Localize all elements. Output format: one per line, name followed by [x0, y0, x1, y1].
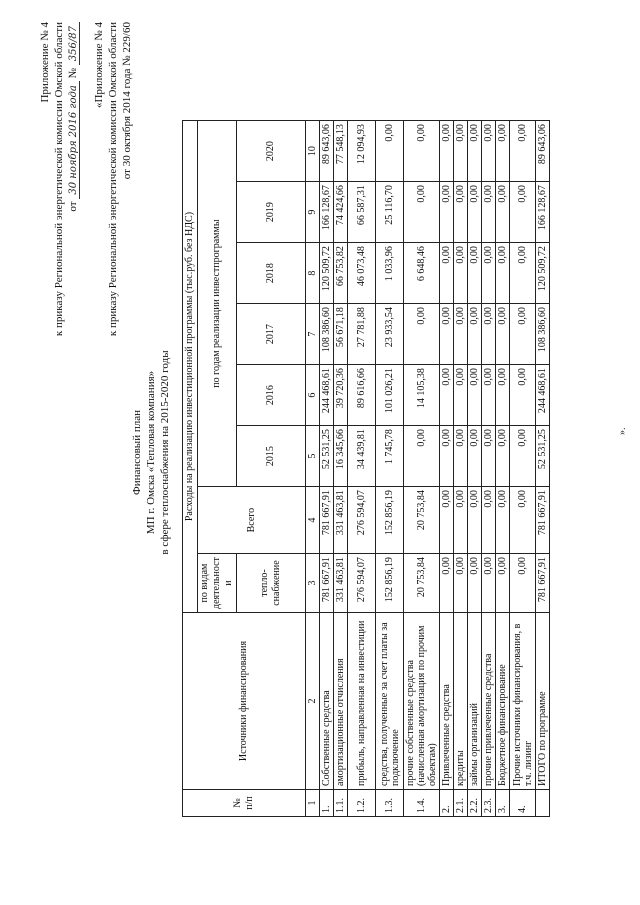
row-value: 46 073,48 [348, 243, 376, 304]
prev-order-issuer: к приказу Региональной энергетической комиссии Омской области [107, 22, 119, 337]
row-value: 16 345,66 [334, 426, 348, 487]
row-value: 20 753,84 [404, 554, 440, 613]
handwritten-number: 356/87 [68, 22, 80, 65]
row-value: 0,00 [482, 182, 496, 243]
appendix-header [38, 22, 81, 336]
row-source-name: прочие собственные средства (начисленная амортизация по прочим объектам) [404, 613, 440, 790]
table-row [440, 121, 454, 817]
row-value: 66 587,31 [348, 182, 376, 243]
row-value: 89 643,06 [536, 121, 550, 182]
row-source-name: Привлеченные средства [440, 613, 454, 790]
col-header-year: 2015 [237, 426, 306, 487]
prev-appendix-number: «Приложение № 4 [93, 22, 105, 109]
row-value: 23 933,54 [376, 304, 404, 365]
column-index-row [306, 121, 320, 817]
row-source-name: ИТОГО по программе [536, 613, 550, 790]
row-value: 331 463,81 [334, 487, 348, 554]
row-value: 0,00 [440, 365, 454, 426]
row-value: 108 386,60 [320, 304, 334, 365]
row-value: 0,00 [440, 243, 454, 304]
row-value: 89 643,06 [320, 121, 334, 182]
row-value: 0,00 [510, 182, 536, 243]
row-value: 20 753,84 [404, 487, 440, 554]
column-index: 5 [306, 426, 320, 487]
row-value: 0,00 [440, 426, 454, 487]
col-header-year: 2017 [237, 304, 306, 365]
row-value: 56 671,18 [334, 304, 348, 365]
column-index: 6 [306, 365, 320, 426]
row-value: 0,00 [454, 121, 468, 182]
row-value: 77 548,13 [334, 121, 348, 182]
table-row [510, 121, 536, 817]
row-value: 0,00 [496, 243, 510, 304]
title-line-1: Финансовый план [131, 410, 143, 495]
row-value: 0,00 [468, 554, 482, 613]
row-value: 0,00 [454, 426, 468, 487]
row-value: 152 856,19 [376, 487, 404, 554]
col-header-year: 2020 [237, 121, 306, 182]
row-value: 6 648,46 [404, 243, 440, 304]
row-value: 27 781,88 [348, 304, 376, 365]
row-value: 0,00 [454, 182, 468, 243]
previous-appendix-header [92, 22, 134, 336]
row-value: 781 667,91 [536, 487, 550, 554]
row-value: 0,00 [510, 426, 536, 487]
row-value: 166 128,67 [320, 182, 334, 243]
row-value: 12 094,93 [348, 121, 376, 182]
row-value: 25 116,70 [376, 182, 404, 243]
row-value: 0,00 [510, 365, 536, 426]
row-value: 0,00 [482, 121, 496, 182]
row-value: 0,00 [482, 243, 496, 304]
col-header-source: Источники финансирования [183, 613, 306, 790]
row-value: 120 509,72 [320, 243, 334, 304]
row-value: 331 463,81 [334, 554, 348, 613]
row-value: 276 594,07 [348, 554, 376, 613]
row-value: 0,00 [496, 554, 510, 613]
row-value: 0,00 [468, 487, 482, 554]
row-value: 0,00 [404, 182, 440, 243]
row-value: 0,00 [468, 182, 482, 243]
row-number: 4. [510, 790, 536, 817]
row-value: 0,00 [482, 487, 496, 554]
row-source-name: Прочие источники финансирования, в т.ч. лизинг [510, 613, 536, 790]
row-value: 52 531,25 [320, 426, 334, 487]
row-value: 0,00 [496, 426, 510, 487]
row-value: 0,00 [440, 121, 454, 182]
row-number: 1.1. [334, 790, 348, 817]
order-issuer: к приказу Региональной энергетической комиссии Омской области [53, 22, 65, 337]
col-header-expenses: Расходы на реализацию инвестиционной программы (тыс.руб. без НДС) [183, 121, 198, 613]
appendix-number: Приложение № 4 [39, 22, 51, 103]
row-value: 0,00 [482, 426, 496, 487]
col-header-year: 2016 [237, 365, 306, 426]
row-value: 0,00 [468, 121, 482, 182]
column-index: 2 [306, 613, 320, 790]
col-header-total: Всего [198, 487, 306, 554]
row-value: 74 424,66 [334, 182, 348, 243]
column-index: 7 [306, 304, 320, 365]
row-value: 39 720,36 [334, 365, 348, 426]
row-number [536, 790, 550, 817]
row-value: 120 509,72 [536, 243, 550, 304]
row-source-name: амортизационные отчисления [334, 613, 348, 790]
handwritten-date: 30 ноября 2016 года [68, 81, 80, 198]
row-value: 0,00 [440, 182, 454, 243]
row-value: 0,00 [510, 121, 536, 182]
row-source-name: прибыль, направленная на инвестиции [348, 613, 376, 790]
row-value: 0,00 [496, 182, 510, 243]
row-value: 0,00 [454, 487, 468, 554]
column-index: 8 [306, 243, 320, 304]
row-value: 152 856,19 [376, 554, 404, 613]
row-value: 52 531,25 [536, 426, 550, 487]
row-value: 0,00 [454, 304, 468, 365]
row-value: 244 468,61 [536, 365, 550, 426]
col-header-no: № п/п [183, 790, 306, 817]
row-value: 0,00 [482, 304, 496, 365]
column-index: 9 [306, 182, 320, 243]
table-row [454, 121, 468, 817]
row-value: 781 667,91 [320, 554, 334, 613]
row-value: 0,00 [404, 426, 440, 487]
row-value: 0,00 [454, 554, 468, 613]
row-value: 0,00 [376, 121, 404, 182]
row-number: 2.1. [454, 790, 468, 817]
table-row [334, 121, 348, 817]
row-value: 0,00 [496, 121, 510, 182]
row-number: 2.2. [468, 790, 482, 817]
row-value: 0,00 [468, 426, 482, 487]
row-number: 2. [440, 790, 454, 817]
financial-plan-table [182, 120, 550, 817]
row-value: 0,00 [468, 365, 482, 426]
row-value: 781 667,91 [536, 554, 550, 613]
row-number: 3. [496, 790, 510, 817]
title-line-3: в сфере теплоснабжения на 2015-2020 годы [159, 350, 171, 555]
title-line-2: МП г. Омска «Тепловая компания» [145, 370, 157, 535]
col-header-year: 2019 [237, 182, 306, 243]
table-row [320, 121, 334, 817]
row-value: 0,00 [496, 304, 510, 365]
order-date-line: от 30 ноября 2016 года № 356/87 [66, 22, 81, 336]
prev-order-date: от 30 октября 2014 года № 229/60 [121, 22, 133, 180]
row-value: 1 745,78 [376, 426, 404, 487]
row-value: 0,00 [468, 304, 482, 365]
row-value: 1 033,96 [376, 243, 404, 304]
row-value: 101 026,21 [376, 365, 404, 426]
row-value: 244 468,61 [320, 365, 334, 426]
document-title [130, 0, 172, 905]
row-value: 34 439,81 [348, 426, 376, 487]
row-source-name: кредиты [454, 613, 468, 790]
row-value: 66 753,82 [334, 243, 348, 304]
table-row [376, 121, 404, 817]
col-header-by-years: по годам реализации инвестпрограммы [198, 121, 237, 487]
row-source-name: прочие привлеченные средства [482, 613, 496, 790]
row-value: 0,00 [404, 121, 440, 182]
row-source-name: средства, полученные за счет платы за подключение [376, 613, 404, 790]
row-value: 0,00 [510, 304, 536, 365]
table-row [482, 121, 496, 817]
table-row [404, 121, 440, 817]
row-source-name: Собственные средства [320, 613, 334, 790]
table-row [468, 121, 482, 817]
row-value: 0,00 [482, 554, 496, 613]
row-value: 0,00 [440, 554, 454, 613]
row-value: 0,00 [482, 365, 496, 426]
row-value: 108 386,60 [536, 304, 550, 365]
row-value: 0,00 [510, 554, 536, 613]
row-number: 2.3. [482, 790, 496, 817]
row-value: 0,00 [468, 243, 482, 304]
row-source-name: займы организаций [468, 613, 482, 790]
row-number: 1. [320, 790, 334, 817]
row-value: 0,00 [510, 243, 536, 304]
row-number: 1.2. [348, 790, 376, 817]
row-value: 276 594,07 [348, 487, 376, 554]
row-number: 1.3. [376, 790, 404, 817]
row-value: 0,00 [440, 304, 454, 365]
row-value: 0,00 [404, 304, 440, 365]
table-row [496, 121, 510, 817]
col-header-year: 2018 [237, 243, 306, 304]
column-index: 4 [306, 487, 320, 554]
row-value: 166 128,67 [536, 182, 550, 243]
row-number: 1.4. [404, 790, 440, 817]
row-value: 89 616,66 [348, 365, 376, 426]
closing-quote: ». [617, 427, 628, 435]
col-header-by-activity: по видам деятельност и [198, 554, 237, 613]
row-value: 781 667,91 [320, 487, 334, 554]
col-header-heat: тепло-снабжение [237, 554, 306, 613]
column-index: 3 [306, 554, 320, 613]
column-index: 1 [306, 790, 320, 817]
row-value: 0,00 [440, 487, 454, 554]
row-value: 0,00 [454, 243, 468, 304]
column-index: 10 [306, 121, 320, 182]
row-value: 0,00 [496, 365, 510, 426]
table-row [536, 121, 550, 817]
row-source-name: Бюджетное финансирование [496, 613, 510, 790]
row-value: 0,00 [496, 487, 510, 554]
row-value: 0,00 [454, 365, 468, 426]
row-value: 0,00 [510, 487, 536, 554]
table-row [348, 121, 376, 817]
row-value: 14 105,38 [404, 365, 440, 426]
